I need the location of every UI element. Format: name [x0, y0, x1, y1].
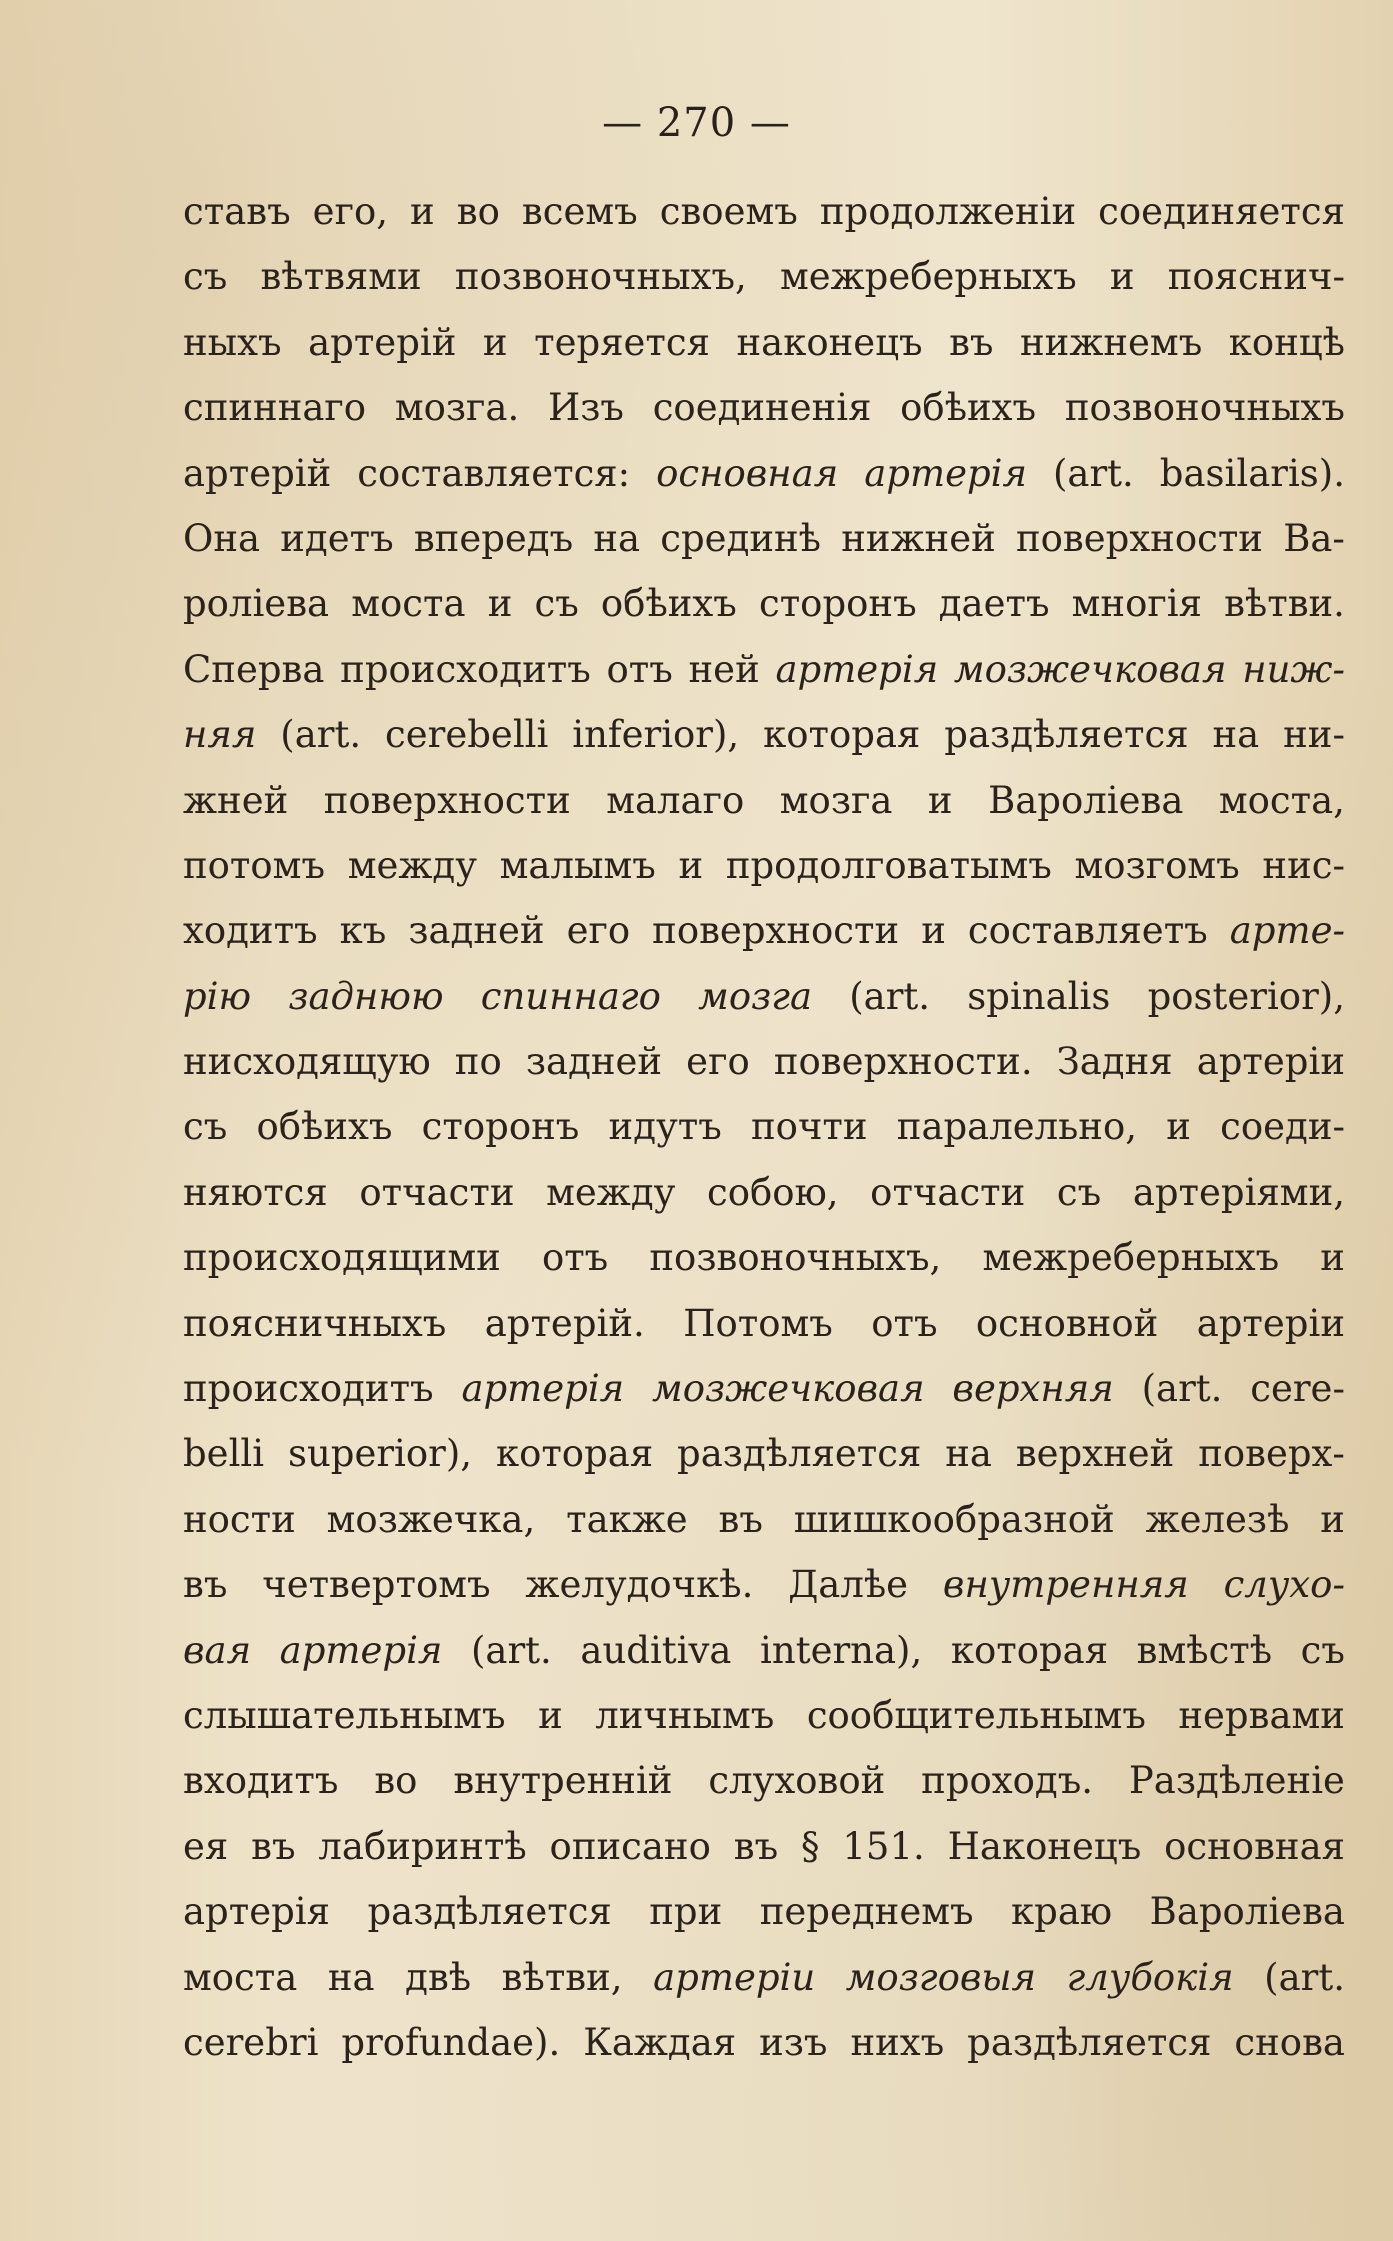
word: нижнемъ [1020, 320, 1203, 364]
text-line [183, 1040, 1345, 1105]
word: артерій [183, 451, 332, 495]
text-line [183, 1236, 1345, 1301]
word: верхней [1015, 1432, 1175, 1476]
word: во [374, 1759, 418, 1803]
word: почти [751, 1105, 868, 1149]
word: и [1109, 255, 1135, 299]
word: вѣтвями [260, 255, 422, 299]
word: глубокія [1066, 1955, 1234, 1999]
text-line [183, 2021, 1345, 2086]
word: вая [183, 1628, 252, 1672]
text-line [183, 582, 1345, 647]
word: артерія [183, 1890, 330, 1934]
word: артерія [279, 1628, 443, 1672]
word: мозговыя [845, 1955, 1037, 1999]
word: четвертомъ [262, 1563, 491, 1607]
word: артеріи [1196, 1301, 1345, 1345]
word: Ва- [1283, 516, 1345, 560]
word: няя [183, 713, 257, 757]
text-line [183, 1367, 1345, 1432]
word: между [546, 1170, 676, 1214]
word: (art. [471, 1628, 552, 1672]
word: и [927, 778, 953, 822]
word: отъ [541, 1236, 609, 1280]
text-line [183, 1563, 1345, 1628]
word: раздѣляется [967, 2020, 1212, 2064]
word: profundae). [341, 2020, 561, 2064]
text-line [183, 1105, 1345, 1170]
word: позвоночныхъ, [454, 255, 747, 299]
word: изъ [759, 2020, 828, 2064]
word: межреберныхъ [779, 255, 1077, 299]
word: проходъ. [921, 1759, 1094, 1803]
word: соеди- [1220, 1105, 1345, 1149]
word: поверхности. [773, 1040, 1033, 1084]
word: няются [183, 1170, 328, 1214]
word: обѣихъ [900, 386, 1037, 430]
word: слуховой [708, 1759, 886, 1803]
word: къ [339, 909, 387, 953]
word: задней [525, 1040, 663, 1084]
word: потомъ [183, 843, 326, 887]
word: идутъ [608, 1105, 722, 1149]
word: и [1320, 1236, 1345, 1280]
word: и [538, 1693, 563, 1737]
word: interna), [760, 1628, 923, 1672]
word: его, [312, 190, 388, 233]
word: заднюю [288, 974, 444, 1018]
word: (art. [1264, 1955, 1345, 1999]
word: basilaris). [1159, 451, 1345, 495]
word: 151. [842, 1824, 925, 1868]
word: его [566, 909, 631, 953]
word: нижней [841, 516, 996, 560]
word: и [678, 843, 704, 887]
body-text [183, 190, 1345, 2086]
word: сторонъ [758, 582, 917, 626]
text-line [183, 1171, 1345, 1236]
word: на [945, 1432, 992, 1476]
text-line [183, 779, 1345, 844]
word: идетъ [280, 516, 394, 560]
text-line [183, 1432, 1345, 1497]
word: Далѣе [788, 1563, 909, 1607]
word: поверх- [1198, 1432, 1345, 1476]
word: нис- [1262, 843, 1345, 887]
word: между [347, 843, 477, 887]
word: входитъ [183, 1759, 339, 1803]
text-line [183, 386, 1345, 451]
word: многія [1071, 582, 1202, 626]
word: позвоночныхъ [1064, 386, 1345, 430]
word: Потомъ [683, 1301, 833, 1345]
word: всемъ [521, 190, 638, 233]
word: posterior), [1147, 974, 1345, 1018]
word: съ [534, 582, 579, 626]
word: во [456, 190, 500, 233]
word: спиннаго [183, 386, 367, 430]
word: ности [183, 1497, 296, 1541]
word: отчасти [359, 1170, 515, 1214]
word: личнымъ [595, 1693, 775, 1737]
word: и [482, 320, 508, 364]
word: моста [351, 582, 466, 626]
word: мозга [779, 778, 893, 822]
word: верхняя [952, 1367, 1114, 1411]
text-line [183, 713, 1345, 778]
word: ни- [1283, 713, 1345, 757]
word: ниж- [1242, 647, 1345, 691]
word: рію [183, 974, 252, 1018]
word: слышательнымъ [183, 1693, 506, 1737]
word: также [566, 1497, 688, 1541]
word: мозжечковая [953, 647, 1227, 691]
word: въ [949, 320, 994, 364]
word: артерій. [484, 1301, 645, 1345]
word: артерія [864, 451, 1027, 495]
word: происходящими [183, 1236, 501, 1280]
word: основной [975, 1301, 1159, 1345]
word: межреберныхъ [982, 1236, 1280, 1280]
word: которая [495, 1432, 654, 1476]
word: въ [251, 1824, 296, 1868]
word: арте- [1229, 909, 1345, 953]
word: и [1320, 1497, 1345, 1541]
word: auditiva [580, 1628, 732, 1672]
word: на [327, 1955, 375, 1999]
word: ней [688, 647, 760, 691]
word: Изъ [547, 386, 624, 430]
word: съ [183, 255, 228, 299]
word: вмѣстѣ [1136, 1628, 1273, 1672]
word: малымъ [499, 843, 656, 887]
word: Каждая [583, 2020, 737, 2064]
text-line [183, 1825, 1345, 1890]
word: Задня [1056, 1040, 1173, 1084]
word: мозгомъ [1074, 843, 1240, 887]
word: моста, [1218, 778, 1345, 822]
word: въ [183, 1563, 228, 1607]
word: обѣихъ [256, 1105, 393, 1149]
text-line [183, 1890, 1345, 1955]
word: нервами [1178, 1693, 1345, 1737]
text-line [183, 1956, 1345, 2021]
word: основная [656, 451, 839, 495]
word: нихъ [850, 2020, 945, 2064]
word: даетъ [938, 582, 1050, 626]
word: собою, [707, 1170, 839, 1214]
word: поверхности [1015, 516, 1263, 560]
word: нисходящую [183, 1040, 431, 1084]
word: и [921, 909, 946, 953]
word: съ [1300, 1628, 1345, 1672]
word: отчасти [870, 1170, 1026, 1214]
text-line [183, 1498, 1345, 1563]
word: основная [1164, 1824, 1345, 1868]
word: § [801, 1824, 820, 1868]
word: cerebri [183, 2020, 319, 2064]
word: описано [549, 1824, 711, 1868]
word: ея [183, 1824, 229, 1868]
word: продолженіи [819, 190, 1077, 233]
word: поясничныхъ [183, 1301, 447, 1345]
word: cere- [1250, 1367, 1345, 1411]
text-line [183, 975, 1345, 1040]
word: переднемъ [759, 1890, 974, 1934]
word: spinalis [967, 974, 1111, 1018]
word: ныхъ [183, 320, 282, 364]
word: belli [183, 1432, 265, 1476]
word: артерія [461, 1367, 625, 1411]
word: въ [733, 1824, 779, 1868]
word: внутренній [453, 1759, 673, 1803]
word: слухо- [1223, 1563, 1345, 1607]
word: желудочкѣ. [525, 1563, 754, 1607]
word: лабиринтѣ [318, 1824, 527, 1868]
word: задней [408, 909, 545, 953]
word: вѣтви. [1224, 582, 1345, 626]
text-line [183, 1629, 1345, 1694]
word: поверхности [652, 909, 900, 953]
word: моста [183, 1955, 298, 1999]
text-line [183, 190, 1345, 255]
word: Вароліева [1149, 1890, 1345, 1934]
word: сообщительнымъ [806, 1693, 1146, 1737]
word: соединенія [652, 386, 872, 430]
word: Вароліева [988, 778, 1184, 822]
text-line [183, 909, 1345, 974]
text-line [183, 648, 1345, 713]
word: артерія [775, 647, 939, 691]
word: соединяется [1098, 190, 1345, 233]
word: краю [1011, 1890, 1113, 1934]
word: ставъ [183, 190, 291, 233]
word: ходитъ [183, 909, 318, 953]
text-line [183, 452, 1345, 517]
word: cerebelli [385, 713, 549, 757]
word: Раздѣленіе [1128, 1759, 1345, 1803]
word: малаго [606, 778, 745, 822]
word: происходитъ [340, 647, 591, 691]
word: артеріи [1196, 1040, 1345, 1084]
word: съ [1056, 1170, 1102, 1214]
word: роліева [183, 582, 330, 626]
word: жней [183, 778, 289, 822]
word: железѣ [1145, 1497, 1290, 1541]
word: (art. [280, 713, 362, 757]
word: его [686, 1040, 750, 1084]
word: шишкообразной [793, 1497, 1115, 1541]
word: отъ [871, 1301, 938, 1345]
word: мозга [698, 974, 813, 1018]
word: inferior), [572, 713, 740, 757]
word: пояснич- [1167, 255, 1345, 299]
word: спиннаго [480, 974, 661, 1018]
word: мозга. [394, 386, 520, 430]
word: снова [1234, 2020, 1345, 2064]
word: раздѣляется [944, 713, 1189, 757]
word: продолговатымъ [725, 843, 1052, 887]
text-line [183, 321, 1345, 386]
word: (art. [1052, 451, 1134, 495]
word: сторонъ [421, 1105, 580, 1149]
word: составляется: [357, 451, 631, 495]
word: которая [950, 1628, 1109, 1672]
word: superior), [287, 1432, 473, 1476]
word: паралельно, [896, 1105, 1137, 1149]
word: раздѣляется [677, 1432, 922, 1476]
word: позвоночныхъ, [649, 1236, 942, 1280]
word: по [454, 1040, 502, 1084]
word: въ [718, 1497, 763, 1541]
word: Сперва [183, 647, 325, 691]
word: Она [183, 516, 261, 560]
word: мозжечка, [326, 1497, 536, 1541]
word: поверхности [323, 778, 571, 822]
text-line [183, 1759, 1345, 1824]
word: двѣ [405, 1955, 472, 1999]
word: теряется [534, 320, 710, 364]
word: происходитъ [183, 1367, 434, 1411]
word: на [593, 516, 641, 560]
word: (art. [1141, 1367, 1223, 1411]
word: артерій [308, 320, 457, 364]
word: обѣихъ [600, 582, 737, 626]
word: на [1212, 713, 1260, 757]
text-line [183, 255, 1345, 320]
word: артеріи [653, 1955, 816, 1999]
word: артеріями, [1132, 1170, 1345, 1214]
text-line [183, 1302, 1345, 1367]
word: наконецъ [736, 320, 923, 364]
word: срединѣ [660, 516, 821, 560]
word: раздѣляется [367, 1890, 612, 1934]
word: внутренняя [942, 1563, 1189, 1607]
word: отъ [606, 647, 673, 691]
word: съ [183, 1105, 228, 1149]
word: которая [763, 713, 921, 757]
word: мозжечковая [652, 1367, 925, 1411]
word: (art. [849, 974, 931, 1018]
word: концѣ [1228, 320, 1345, 364]
word: и [410, 190, 435, 233]
word: и [1166, 1105, 1191, 1149]
word: вѣтви, [501, 1955, 623, 1999]
text-line [183, 517, 1345, 582]
text-line [183, 844, 1345, 909]
word: своемъ [659, 190, 798, 233]
word: при [649, 1890, 723, 1934]
word: и [487, 582, 513, 626]
word: Наконецъ [947, 1824, 1142, 1868]
word: впередъ [413, 516, 574, 560]
text-line [183, 1694, 1345, 1759]
word: составляетъ [967, 909, 1208, 953]
page-number: — 270 — [602, 100, 791, 146]
